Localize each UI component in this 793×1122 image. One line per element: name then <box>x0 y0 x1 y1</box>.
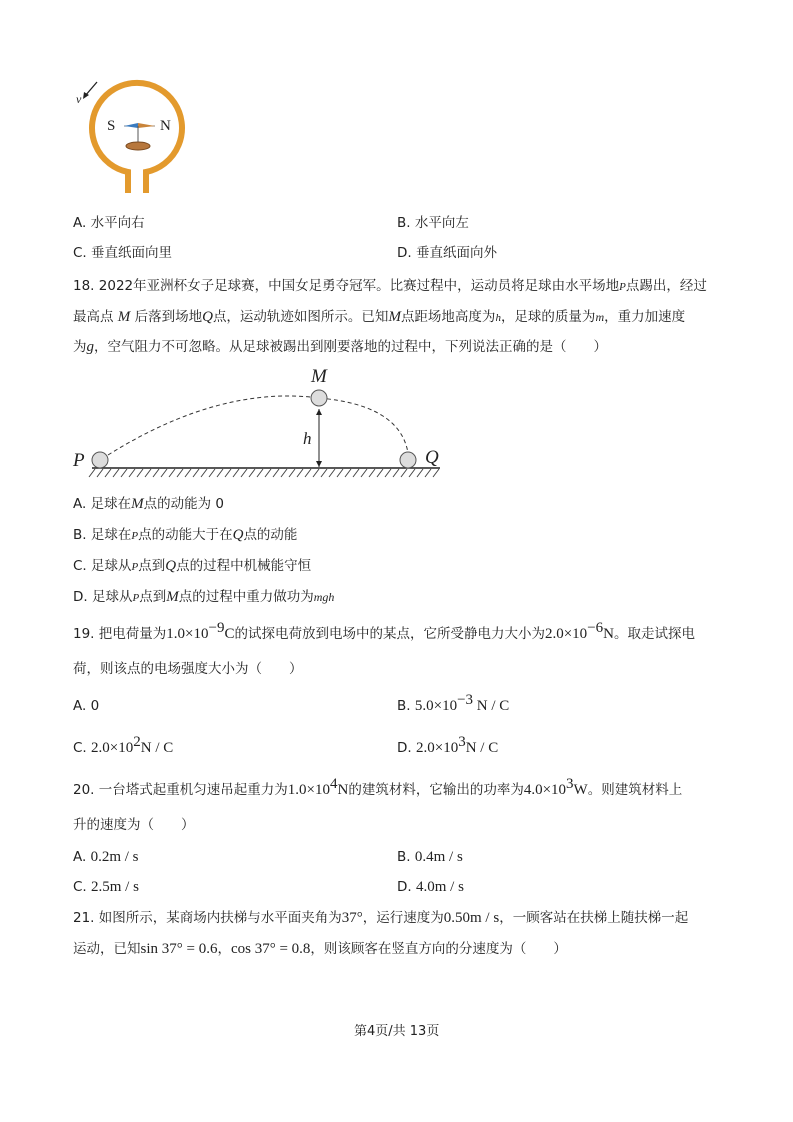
height-h-label: h <box>303 429 312 448</box>
q19-stem-line1: 19. 把电荷量为$1.0\times 10^{-9}C$的试探电荷放到电场中的某点，它所受静电力大小为$2.0\times 10^{-6}N$。取走试探电 <box>73 620 695 642</box>
q20-stem-line1: 20. 一台塔式起重机匀速吊起重力为$1.0\times 10^4N$的建筑材料，它输出的功率为$4.0\times 10^3W$。则建筑材料上 <box>73 776 683 798</box>
q20-option-d[interactable]: D. 4.0m / s <box>397 879 464 895</box>
page-footer: 第4页/共 13页 <box>354 1024 440 1039</box>
q17-option-c[interactable]: C. 垂直纸面向里 <box>73 245 173 261</box>
q17-option-a[interactable]: A. 水平向右 <box>73 215 145 231</box>
q20-option-c[interactable]: C. 2.5m / s <box>73 879 139 895</box>
q19-stem-line2: 荷，则该点的电场强度大小为（ ） <box>73 661 303 677</box>
q18-option-c[interactable]: C. 足球从P点到Q点的过程中机械能守恒 <box>73 558 312 574</box>
q20-stem-line2: 升的速度为（ ） <box>73 817 195 833</box>
q18-stem-line2: 最高点 M 后落到场地Q点，运动轨迹如图所示。已知M点距场地高度为h，足球的质量为m，重力加速度 <box>73 309 686 325</box>
q18-option-b[interactable]: B. 足球在P点的动能大于在Q点的动能 <box>73 527 298 543</box>
magnet-ring-figure <box>65 70 205 200</box>
velocity-label: v <box>76 92 82 106</box>
q19-option-b[interactable]: B. $5.0\times 10^{-3}$ N / C <box>397 692 510 714</box>
point-p-label: P <box>73 450 85 471</box>
point-q-label: Q <box>425 447 439 468</box>
q19-option-a[interactable]: A. 0 <box>73 698 100 714</box>
q18-stem-line3: 为g，空气阻力不可忽略。从足球被踢出到刚要落地的过程中，下列说法正确的是（ ） <box>73 339 607 355</box>
north-pole-label: N <box>160 118 171 134</box>
q18-option-a[interactable]: A. 足球在M点的动能为 0 <box>73 496 224 512</box>
q19-option-c[interactable]: C. $2.0\times 10^2N / C$ <box>73 734 174 756</box>
q18-stem-line1: 18. 2022年亚洲杯女子足球赛，中国女足勇夺冠军。比赛过程中，运动员将足球由水平场地P点踢出，经过 <box>73 278 707 294</box>
q18-option-d[interactable]: D. 足球从P点到M点的过程中重力做功为mgh <box>73 589 335 605</box>
point-m-label: M <box>311 366 327 387</box>
q17-option-b[interactable]: B. 水平向左 <box>397 215 469 231</box>
q21-stem-line2: 运动，已知sin 37° = 0.6，cos 37° = 0.8，则该顾客在竖直方向的分速度为（ ） <box>73 941 567 957</box>
q20-option-b[interactable]: B. 0.4m / s <box>397 849 463 865</box>
q17-option-d[interactable]: D. 垂直纸面向外 <box>397 245 497 261</box>
south-pole-label: S <box>107 118 116 134</box>
q21-stem-line1: 21. 如图所示，某商场内扶梯与水平面夹角为37°，运行速度为0.50m / s，一顾客站在扶梯上随扶梯一起 <box>73 910 689 926</box>
q19-option-d[interactable]: D. $2.0\times 10^3N / C$ <box>397 734 499 756</box>
trajectory-figure <box>70 365 450 480</box>
q20-option-a[interactable]: A. 0.2m / s <box>73 849 139 865</box>
